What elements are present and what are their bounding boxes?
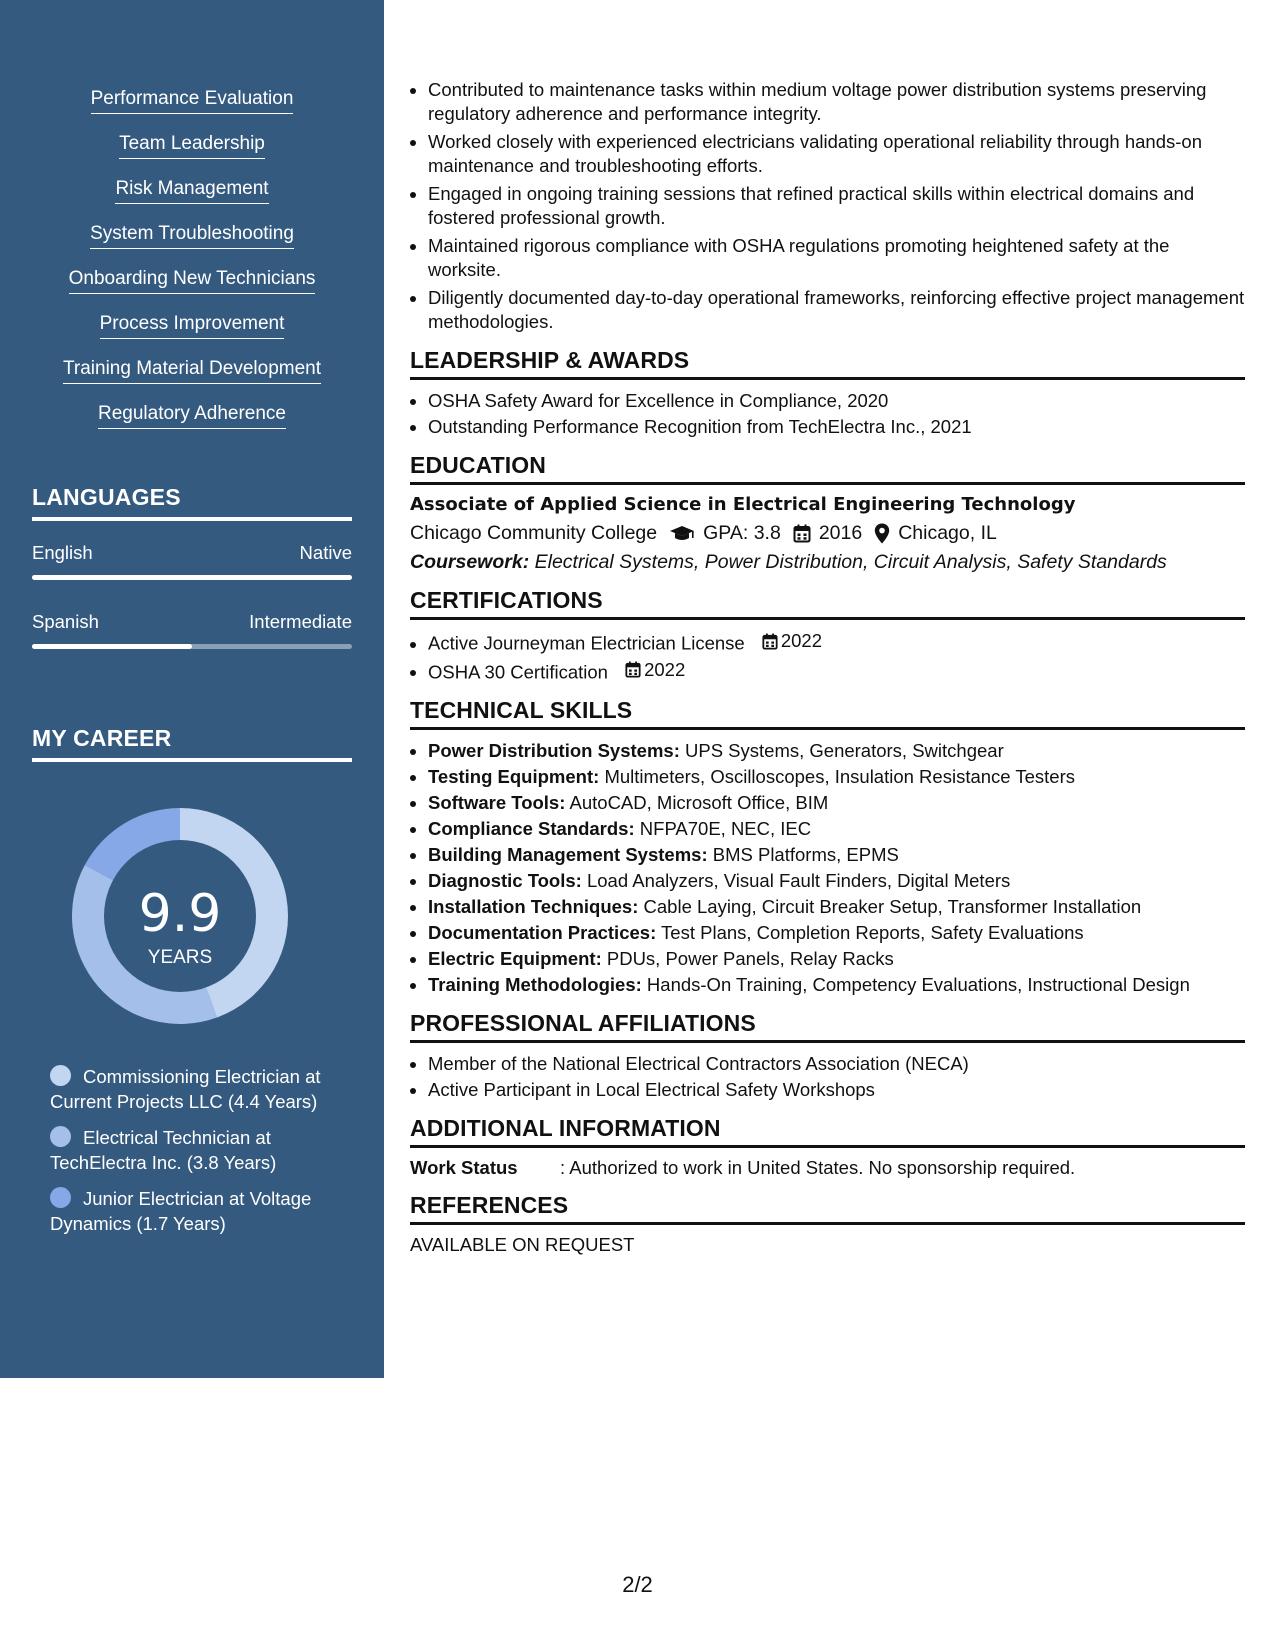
leadership-item: • Outstanding Performance Recognition from TechElectra Inc., 2021 bbox=[428, 415, 1245, 439]
skill-link[interactable]: Training Material Development bbox=[63, 356, 321, 384]
technical-skills-list bbox=[410, 739, 1245, 997]
certification-name: Active Journeyman Electrician License bbox=[428, 632, 745, 654]
skill-link[interactable]: Performance Evaluation bbox=[91, 86, 294, 114]
language-bar-fill bbox=[32, 644, 192, 649]
skill-link[interactable]: Onboarding New Technicians bbox=[69, 266, 316, 294]
skill-category: Software Tools: bbox=[428, 792, 566, 813]
certification-date bbox=[762, 629, 822, 653]
experience-bullet: • Engaged in ongoing training sessions that refined practical skills within electrical domains and fostered professional growth. bbox=[428, 182, 1245, 230]
technical-skill-item bbox=[428, 895, 1245, 919]
technical-skill-item bbox=[428, 973, 1245, 997]
skill-values: Test Plans, Completion Reports, Safety Evaluations bbox=[661, 922, 1084, 943]
experience-bullet: • Contributed to maintenance tasks within medium voltage power distribution systems preserving regulatory adherence and performance integrity. bbox=[428, 78, 1245, 126]
career-item bbox=[50, 1186, 330, 1236]
technical-skill-item bbox=[428, 869, 1245, 893]
coursework-text: Electrical Systems, Power Distribution, Circuit Analysis, Safety Standards bbox=[534, 551, 1167, 573]
leadership-item: • OSHA Safety Award for Excellence in Compliance, 2020 bbox=[428, 389, 1245, 413]
technical-skill-item bbox=[428, 843, 1245, 867]
skill-values: Hands-On Training, Competency Evaluations, Instructional Design bbox=[646, 974, 1190, 995]
skill-category: Documentation Practices: bbox=[428, 922, 657, 943]
references-heading: REFERENCES bbox=[410, 1192, 1245, 1225]
skill-values: PDUs, Power Panels, Relay Racks bbox=[606, 948, 894, 969]
skill-values: BMS Platforms, EPMS bbox=[712, 844, 899, 865]
skill-values: Cable Laying, Circuit Breaker Setup, Transformer Installation bbox=[643, 896, 1142, 917]
skill-link[interactable]: System Troubleshooting bbox=[90, 221, 294, 249]
leadership-heading: LEADERSHIP & AWARDS bbox=[410, 347, 1245, 380]
certification-year: 2022 bbox=[644, 658, 686, 680]
technical-skill-item bbox=[428, 921, 1245, 945]
language-level: Native bbox=[299, 542, 352, 563]
career-dot-icon bbox=[50, 1126, 71, 1147]
skill-category: Diagnostic Tools: bbox=[428, 870, 582, 891]
additional-info-heading: ADDITIONAL INFORMATION bbox=[410, 1115, 1245, 1148]
education-gpa: GPA: 3.8 bbox=[703, 522, 781, 544]
location-pin-icon bbox=[874, 523, 890, 544]
graduation-cap-icon bbox=[669, 525, 695, 543]
skill-link[interactable]: Regulatory Adherence bbox=[98, 401, 286, 429]
skill-values: Load Analyzers, Visual Fault Finders, Digital Meters bbox=[586, 870, 1011, 891]
technical-skill-item bbox=[428, 739, 1245, 763]
sidebar bbox=[0, 0, 384, 1378]
education-coursework bbox=[410, 551, 1245, 574]
skill-item bbox=[0, 266, 384, 311]
career-total-years: 9.9 bbox=[138, 884, 222, 944]
technical-skill-item bbox=[428, 765, 1245, 789]
certification-item bbox=[428, 658, 1245, 685]
career-role-text: Junior Electrician at Voltage Dynamics (1.7 Years) bbox=[50, 1188, 312, 1234]
skill-item bbox=[0, 86, 384, 131]
education-year: 2016 bbox=[818, 522, 863, 544]
education-heading: EDUCATION bbox=[410, 452, 1245, 485]
skill-values: AutoCAD, Microsoft Office, BIM bbox=[569, 792, 829, 813]
certification-year: 2022 bbox=[780, 630, 823, 651]
calendar-icon bbox=[625, 661, 641, 678]
skill-values: NFPA70E, NEC, IEC bbox=[639, 818, 812, 839]
affiliations-heading: PROFESSIONAL AFFILIATIONS bbox=[410, 1010, 1245, 1043]
skill-item bbox=[0, 356, 384, 401]
affiliation-item: • Member of the National Electrical Contractors Association (NECA) bbox=[428, 1052, 1245, 1076]
career-item bbox=[50, 1125, 330, 1175]
career-dot-icon bbox=[50, 1187, 71, 1208]
work-status-label: Work Status bbox=[410, 1157, 518, 1178]
language-name: English bbox=[32, 542, 93, 563]
skills-list bbox=[0, 86, 384, 446]
language-name: Spanish bbox=[32, 611, 99, 632]
education-details bbox=[410, 522, 1245, 545]
skill-item bbox=[0, 131, 384, 176]
skill-values: Multimeters, Oscilloscopes, Insulation Resistance Testers bbox=[604, 766, 1076, 787]
career-donut-chart bbox=[66, 802, 294, 1030]
page-number: 2/2 bbox=[622, 1572, 653, 1597]
skill-item bbox=[0, 176, 384, 221]
skill-link[interactable]: Risk Management bbox=[115, 176, 268, 204]
skill-category: Building Management Systems: bbox=[428, 844, 708, 865]
skill-item bbox=[0, 401, 384, 446]
career-role-text: Electrical Technician at TechElectra Inc. (3.8 Years) bbox=[50, 1127, 277, 1173]
skill-category: Installation Techniques: bbox=[428, 896, 639, 917]
skill-category: Training Methodologies: bbox=[428, 974, 642, 995]
career-dot-icon bbox=[50, 1065, 71, 1086]
certifications-heading: CERTIFICATIONS bbox=[410, 587, 1245, 620]
language-level: Intermediate bbox=[249, 611, 352, 632]
main-content bbox=[410, 78, 1245, 1256]
career-unit-label: YEARS bbox=[147, 947, 213, 968]
experience-bullet: • Diligently documented day-to-day operational frameworks, reinforcing effective project management methodologies. bbox=[428, 286, 1245, 334]
coursework-label: Coursework: bbox=[410, 551, 530, 573]
skill-link[interactable]: Process Improvement bbox=[100, 311, 285, 339]
references-text: AVAILABLE ON REQUEST bbox=[410, 1234, 635, 1255]
technical-skill-item bbox=[428, 947, 1245, 971]
education-location: Chicago, IL bbox=[898, 522, 997, 544]
language-bar-track bbox=[32, 644, 352, 649]
calendar-icon bbox=[793, 524, 811, 543]
career-item bbox=[50, 1064, 330, 1114]
certification-date bbox=[625, 658, 685, 682]
work-status-value: : Authorized to work in United States. No sponsorship required. bbox=[560, 1157, 1076, 1178]
experience-bullet: • Worked closely with experienced electricians validating operational reliability through hands-on maintenance and troubleshooting efforts. bbox=[428, 130, 1245, 178]
language-bar-fill bbox=[32, 575, 352, 580]
education-school: Chicago Community College bbox=[410, 522, 658, 544]
career-list bbox=[50, 1064, 330, 1247]
career-heading: MY CAREER bbox=[32, 725, 352, 762]
skill-item bbox=[0, 221, 384, 266]
career-role-text: Commissioning Electrician at Current Projects LLC (4.4 Years) bbox=[50, 1066, 321, 1112]
experience-bullet: • Maintained rigorous compliance with OSHA regulations promoting heightened safety at the worksite. bbox=[428, 234, 1245, 282]
certification-name: OSHA 30 Certification bbox=[428, 661, 608, 682]
skill-category: Power Distribution Systems: bbox=[428, 740, 680, 761]
certifications-list bbox=[410, 629, 1245, 684]
skill-category: Testing Equipment: bbox=[428, 766, 600, 787]
education-degree: Associate of Applied Science in Electrical Engineering Technology bbox=[410, 494, 1076, 515]
technical-skill-item bbox=[428, 817, 1245, 841]
work-status-row bbox=[410, 1157, 1245, 1179]
experience-bullets bbox=[410, 78, 1245, 334]
skill-item bbox=[0, 311, 384, 356]
skill-category: Compliance Standards: bbox=[428, 818, 635, 839]
affiliations-list bbox=[410, 1052, 1245, 1102]
skill-link[interactable]: Team Leadership bbox=[119, 131, 265, 159]
skill-category: Electric Equipment: bbox=[428, 948, 602, 969]
language-bar-track bbox=[32, 575, 352, 580]
technical-skills-heading: TECHNICAL SKILLS bbox=[410, 697, 1245, 730]
technical-skill-item bbox=[428, 791, 1245, 815]
skill-values: UPS Systems, Generators, Switchgear bbox=[685, 740, 1004, 761]
languages-heading: LANGUAGES bbox=[32, 484, 352, 521]
leadership-list bbox=[410, 389, 1245, 439]
affiliation-item: • Active Participant in Local Electrical Safety Workshops bbox=[428, 1078, 1245, 1102]
certification-item bbox=[428, 629, 1245, 656]
calendar-icon bbox=[762, 633, 778, 650]
